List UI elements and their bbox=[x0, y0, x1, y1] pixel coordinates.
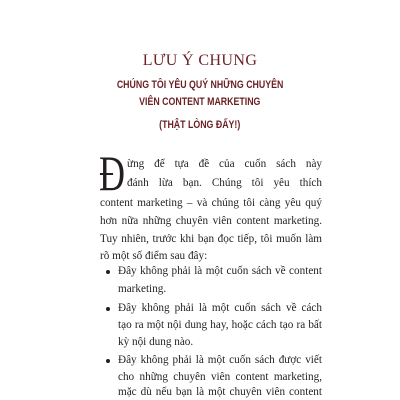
bullet-line: tạo ra một nội dung hay, hoặc cách tạo ra bất bbox=[118, 319, 322, 331]
drop-cap: Đ bbox=[99, 145, 125, 201]
bullet-line: Đây không phải là một cuốn sách về content bbox=[118, 265, 322, 277]
chapter-title: LƯU Ý CHUNG bbox=[142, 52, 258, 69]
bullet-line: Đây không phải là một cuốn sách về cách bbox=[118, 302, 322, 314]
chapter-subtitle-aside-text: (THẬT LÒNG ĐẤY!) bbox=[159, 119, 241, 131]
paragraph-line: đánh lừa bạn. Chúng tôi yêu thích bbox=[127, 177, 322, 189]
bullet-line: marketing. bbox=[118, 283, 167, 295]
bullet-line: cho những chuyên viên content marketing, bbox=[118, 371, 322, 383]
bullet-line: Đây không phải là một cuốn sách được viết bbox=[118, 354, 322, 366]
bullet-dot-icon bbox=[106, 359, 110, 363]
chapter-subtitle-text: CHÚNG TÔI YÊU QUÝ NHỮNG CHUYÊN bbox=[116, 79, 284, 91]
chapter-subtitle-text: VIÊN CONTENT MARKETING bbox=[139, 96, 261, 108]
bullet-dot-icon bbox=[106, 307, 110, 311]
chapter-subtitle-aside bbox=[0, 118, 400, 132]
paragraph-line: content marketing – và chúng tôi càng yêu quý bbox=[100, 197, 322, 209]
bullet-dot-icon bbox=[106, 270, 110, 274]
paragraph-line: Tuy nhiên, trước khi bạn đọc tiếp, tôi muốn làm bbox=[100, 233, 322, 245]
bullet-line: mặc dù nếu bạn là một chuyên viên content bbox=[118, 386, 322, 398]
paragraph-line: rõ một số điểm sau đây: bbox=[100, 250, 208, 262]
chapter-subtitle-line-2 bbox=[0, 95, 400, 109]
chapter-subtitle-line-1 bbox=[0, 78, 400, 92]
paragraph-line: ừng để tựa đề của cuốn sách này bbox=[127, 158, 322, 170]
paragraph-line: hơn nữa những chuyên viên content marketing. bbox=[100, 215, 322, 227]
bullet-line: kỳ nội dung nào. bbox=[118, 336, 194, 348]
